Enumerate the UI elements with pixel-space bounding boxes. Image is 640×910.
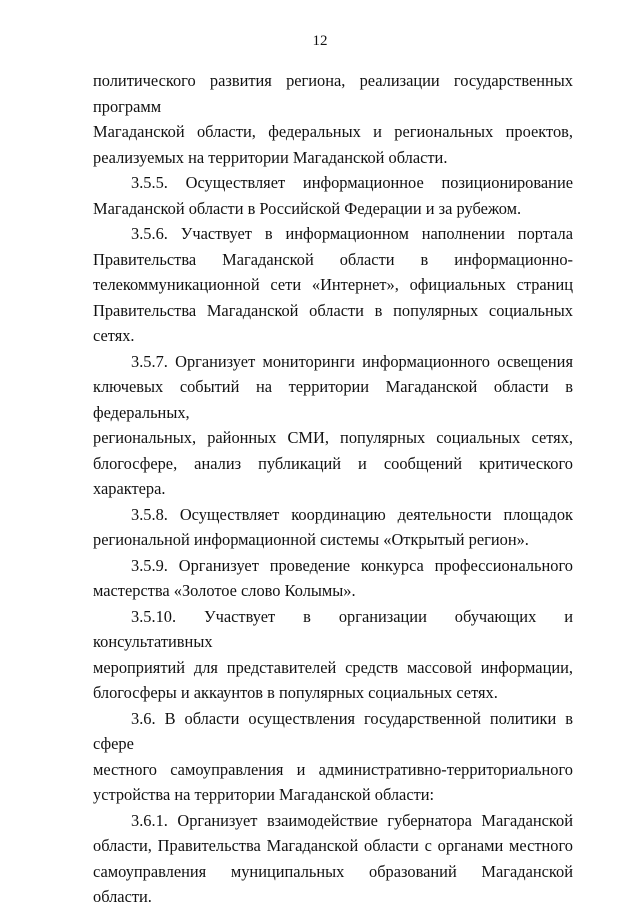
text-line: Правительства Магаданской области в популярных социальных сетях. bbox=[93, 300, 573, 345]
text-line: устройства на территории Магаданской области: bbox=[93, 785, 435, 804]
text-line: 3.5.5. Осуществляет информационное позиционирование bbox=[131, 173, 573, 192]
paragraph-3-5-9 bbox=[93, 553, 573, 604]
paragraph-3-6 bbox=[93, 706, 573, 808]
text-line: политического развития региона, реализации государственных программ bbox=[93, 71, 573, 116]
text-line: области, Правительства Магаданской области с органами местного bbox=[93, 836, 573, 855]
text-line: 3.5.7. Организует мониторинги информационного освещения bbox=[131, 351, 573, 371]
paragraph-3-5-6 bbox=[93, 221, 573, 349]
text-line: мастерства «Золотое слово Колымы». bbox=[93, 581, 356, 600]
text-line: блогосферы и аккаунтов в популярных социальных сетях. bbox=[93, 683, 498, 702]
text-line: блогосфере, анализ публикаций и сообщений критического характера. bbox=[93, 453, 573, 498]
paragraph-3-5-5 bbox=[93, 170, 573, 221]
paragraph-3-5-8 bbox=[93, 502, 573, 553]
text-line: региональных, районных СМИ, популярных социальных сетях, bbox=[93, 428, 573, 447]
text-line: 3.6.1. Организует взаимодействие губернатора Магаданской bbox=[131, 810, 573, 830]
page-number: 12 bbox=[312, 33, 328, 49]
text-line: телекоммуникационной сети «Интернет», официальных страниц bbox=[93, 275, 573, 294]
text-line: 3.5.10. Участвует в организации обучающих и консультативных bbox=[93, 606, 573, 651]
paragraph-3-5-10 bbox=[93, 604, 573, 706]
text-line: Правительства Магаданской области в информационно- bbox=[93, 249, 573, 269]
text-line: 3.5.9. Организует проведение конкурса профессионального bbox=[131, 555, 573, 575]
document-body bbox=[93, 68, 573, 910]
text-line: 3.5.8. Осуществляет координацию деятельности площадок bbox=[131, 504, 573, 524]
paragraph-3-6-1 bbox=[93, 808, 573, 910]
paragraph-continuation bbox=[93, 68, 573, 170]
paragraph-3-5-7 bbox=[93, 349, 573, 502]
text-line: мероприятий для представителей средств массовой информации, bbox=[93, 657, 573, 677]
text-line: региональной информационной системы «Открытый регион». bbox=[93, 530, 529, 549]
text-line: реализуемых на территории Магаданской области. bbox=[93, 147, 448, 167]
text-line: ключевых событий на территории Магаданской области в федеральных, bbox=[93, 377, 573, 422]
text-line: 3.6. В области осуществления государственной политики в сфере bbox=[93, 708, 573, 753]
text-line: Магаданской области, федеральных и региональных проектов, bbox=[93, 122, 573, 141]
text-line: местного самоуправления и административно-территориального bbox=[93, 759, 573, 779]
text-line: 3.5.6. Участвует в информационном наполнении портала bbox=[131, 224, 573, 243]
text-line: самоуправления муниципальных образований Магаданской области. bbox=[93, 861, 573, 906]
text-line: Магаданской области в Российской Федерации и за рубежом. bbox=[93, 198, 522, 218]
